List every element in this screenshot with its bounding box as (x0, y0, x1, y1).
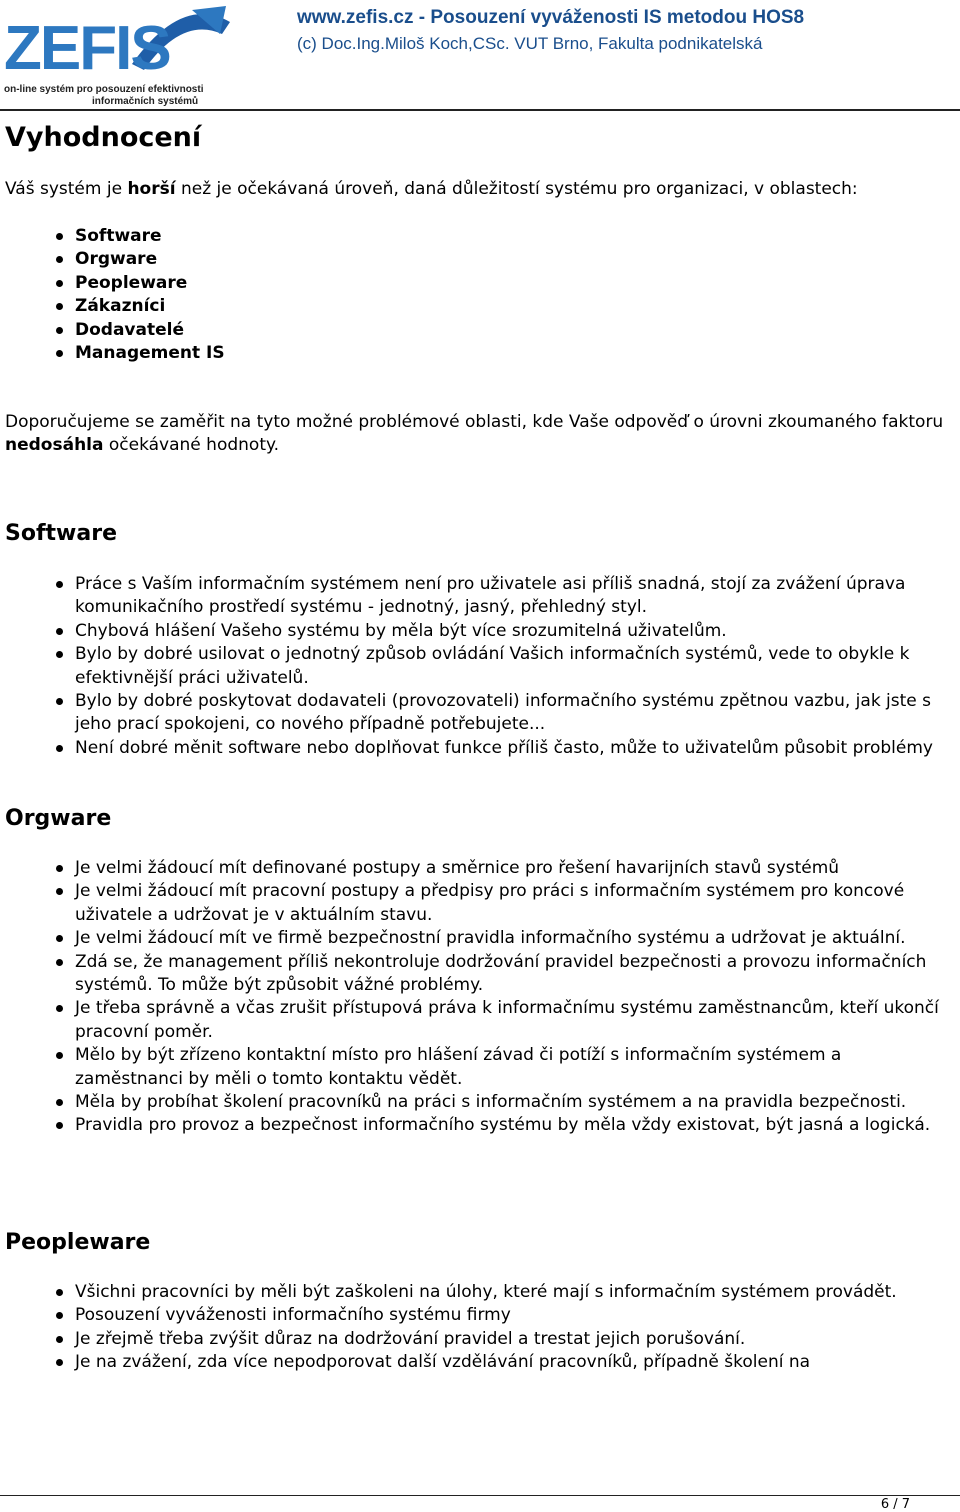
header-subtitle: (c) Doc.Ing.Miloš Koch,CSc. VUT Brno, Fakulta podnikatelská (297, 34, 763, 53)
orgware-recommendations (5, 857, 950, 1138)
list-item: Posouzení vyváženosti informačního systému firmy (5, 1304, 950, 1327)
page-title: Vyhodnocení (5, 122, 202, 153)
peopleware-recommendations (5, 1281, 950, 1375)
list-item: Je velmi žádoucí mít definované postupy a směrnice pro řešení havarijních stavů systémů (5, 857, 950, 880)
list-item: Zdá se, že management příliš nekontroluje dodržování pravidel bezpečnosti a provozu informačních systémů. To může být způsobit vážné problémy. (5, 951, 950, 998)
header-title: www.zefis.cz - Posouzení vyváženosti IS metodou HOS8 (297, 7, 805, 28)
problem-areas-list (5, 225, 225, 365)
advice-paragraph: Doporučujeme se zaměřit na tyto možné problémové oblasti, kde Vaše odpověď o úrovni zkoumaného faktoru nedosáhla očekávané hodnoty. (5, 412, 944, 456)
section-heading-orgware: Orgware (5, 806, 112, 831)
list-item: Orgware (5, 248, 225, 271)
list-item: Je třeba správně a včas zrušit přístupová práva k informačnímu systému zaměstnancům, kteří ukončí pracovní poměr. (5, 997, 950, 1044)
page-number: 6 / 7 (880, 1497, 910, 1512)
list-item: Pravidla pro provoz a bezpečnost informačního systému by měla vždy existovat, být jasná a logická. (5, 1114, 950, 1137)
list-item: Je zřejmě třeba zvýšit důraz na dodržování pravidel a trestat jejich porušování. (5, 1328, 950, 1351)
list-item: Bylo by dobré usilovat o jednotný způsob ovládání Vašich informačních systémů, vede to obykle k efektivnější práci uživatelů. (5, 643, 950, 690)
section-heading-peopleware: Peopleware (5, 1230, 151, 1255)
list-item: Zákazníci (5, 295, 225, 318)
list-item: Je velmi žádoucí mít ve firmě bezpečnostní pravidla informačního systému a udržovat je aktuální. (5, 927, 950, 950)
list-item: Management IS (5, 342, 225, 365)
list-item: Chybová hlášení Vašeho systému by měla být více srozumitelná uživatelům. (5, 620, 950, 643)
list-item: Je velmi žádoucí mít pracovní postupy a předpisy pro práci s informačním systémem pro koncové uživatele a udržovat je v aktuálním stavu. (5, 880, 950, 927)
header-divider (0, 109, 960, 111)
list-item: Všichni pracovníci by měli být zaškoleni na úlohy, které mají s informačním systémem provádět. (5, 1281, 950, 1304)
list-item: Peopleware (5, 272, 225, 295)
page-header (0, 0, 960, 112)
footer-divider (0, 1495, 960, 1496)
logo-wordmark: ZEFIS (4, 14, 170, 83)
list-item: Práce s Vaším informačním systémem není pro uživatele asi příliš snadná, stojí za zvážení úprava komunikačního prostředí systému - jednotný, jasný, přehledný styl. (5, 573, 950, 620)
list-item: Není dobré měnit software nebo doplňovat funkce příliš často, může to uživatelům působit problémy (5, 737, 950, 760)
list-item: Měla by probíhat školení pracovníků na práci s informačním systémem a na pravidla bezpečnosti. (5, 1091, 950, 1114)
list-item: Je na zvážení, zda více nepodporovat další vzdělávání pracovníků, případně školení na (5, 1351, 950, 1374)
logo-tagline: on-line systém pro posouzení efektivnosti informačních systémů (4, 84, 204, 107)
list-item: Mělo by být zřízeno kontaktní místo pro hlášení závad či potíží s informačním systémem a zaměstnanci by měli o tomto kontaktu vědět. (5, 1044, 950, 1091)
software-recommendations (5, 573, 950, 760)
list-item: Software (5, 225, 225, 248)
zefis-logo (4, 4, 234, 108)
list-item: Bylo by dobré poskytovat dodavateli (provozovateli) informačního systému zpětnou vazbu, jak jste s jeho prací spokojeni, co nového případně potřebujete... (5, 690, 950, 737)
section-heading-software: Software (5, 521, 117, 546)
list-item: Dodavatelé (5, 319, 225, 342)
intro-paragraph: Váš systém je horší než je očekávaná úroveň, daná důležitostí systému pro organizaci, v oblastech: (5, 179, 858, 199)
